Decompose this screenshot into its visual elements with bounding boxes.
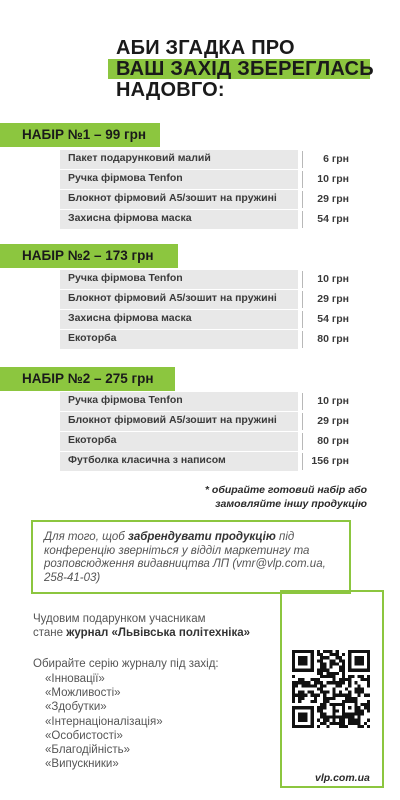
set-item-row (60, 452, 352, 471)
set-1-items (60, 150, 352, 230)
choice-note (167, 483, 367, 511)
item-name: Пакет подарунковий малий (68, 152, 211, 164)
set-item-row (60, 210, 352, 229)
qr-code-icon[interactable] (292, 650, 370, 728)
set-item-row (60, 310, 352, 329)
headline (116, 38, 400, 101)
gift-line-2-prefix: стане (33, 627, 67, 639)
item-name: Блокнот фірмовий А5/зошит на пружині (68, 192, 277, 204)
item-name: Ручка фірмова Tenfon (68, 172, 183, 184)
item-name: Ручка фірмова Tenfon (68, 272, 183, 284)
item-name: Футболка класична з написом (68, 454, 226, 466)
gift-line-1: Чудовим подарунком учасникам (33, 613, 206, 625)
gift-line-2 (33, 626, 250, 640)
item-price: 54 грн (317, 313, 349, 325)
item-price: 54 грн (317, 213, 349, 225)
item-price: 156 грн (311, 455, 349, 467)
item-price: 6 грн (323, 153, 349, 165)
item-name: Захисна фірмова маска (68, 212, 192, 224)
series-item: «Випускники» (45, 758, 119, 771)
series-intro: Обирайте серію журналу під захід: (33, 658, 219, 670)
set-item-row (60, 150, 352, 169)
item-name: Захисна фірмова маска (68, 312, 192, 324)
note-line-1: * обирайте готовий набір або (204, 484, 367, 496)
series-item: «Особистості» (45, 729, 123, 742)
gift-text (33, 612, 250, 640)
item-price: 80 грн (317, 435, 349, 447)
item-price: 29 грн (317, 293, 349, 305)
set-3-title: НАБІР №2 – 275 грн (0, 367, 175, 391)
set-item-row (60, 330, 352, 349)
set-item-row (60, 432, 352, 451)
journal-name: журнал «Львівська політехніка» (66, 627, 251, 639)
set-item-row (60, 170, 352, 189)
item-name: Блокнот фірмовий А5/зошит на пружині (68, 292, 277, 304)
series-item: «Можливості» (45, 687, 121, 700)
set-3-items (60, 392, 352, 472)
set-item-row (60, 290, 352, 309)
series-item: «Благодійність» (45, 744, 131, 757)
branding-text-bold: забрендувати продукцію (127, 531, 276, 543)
item-name: Екоторба (68, 332, 117, 344)
item-price: 10 грн (317, 273, 349, 285)
branding-text-part2: під конференцію зверніться у відділ маркетингу та розповсюдження видавництва ЛП (vmr@vlp.com.ua, 258-41-03) (44, 531, 326, 584)
item-price: 80 грн (317, 333, 349, 345)
series-item: «Інтернаціоналізація» (45, 715, 163, 728)
note-line-2: замовляйте іншу продукцію (215, 498, 367, 510)
series-item: «Інновації» (45, 673, 105, 685)
headline-line-2: ВАШ ЗАХІД ЗБЕРЕГЛАСЬ (116, 58, 374, 80)
item-name: Блокнот фірмовий А5/зошит на пружині (68, 414, 277, 426)
branding-text-part1: Для того, щоб (44, 531, 128, 543)
set-item-row (60, 270, 352, 289)
headline-line-3: НАДОВГО: (116, 79, 225, 101)
series-list (45, 672, 163, 771)
site-url[interactable]: vlp.com.ua (315, 772, 370, 784)
item-price: 29 грн (317, 415, 349, 427)
set-item-row (60, 392, 352, 411)
headline-line-1: АБИ ЗГАДКА ПРО (116, 37, 295, 59)
item-price: 10 грн (317, 395, 349, 407)
set-2-title: НАБІР №2 – 173 грн (0, 244, 178, 268)
set-1-title: НАБІР №1 – 99 грн (0, 123, 160, 147)
set-2-items (60, 270, 352, 350)
item-name: Екоторба (68, 434, 117, 446)
item-price: 10 грн (317, 173, 349, 185)
series-item: «Здобутки» (45, 701, 107, 714)
branding-text (44, 531, 334, 585)
item-name: Ручка фірмова Tenfon (68, 394, 183, 406)
set-item-row (60, 412, 352, 431)
item-price: 29 грн (317, 193, 349, 205)
set-item-row (60, 190, 352, 209)
